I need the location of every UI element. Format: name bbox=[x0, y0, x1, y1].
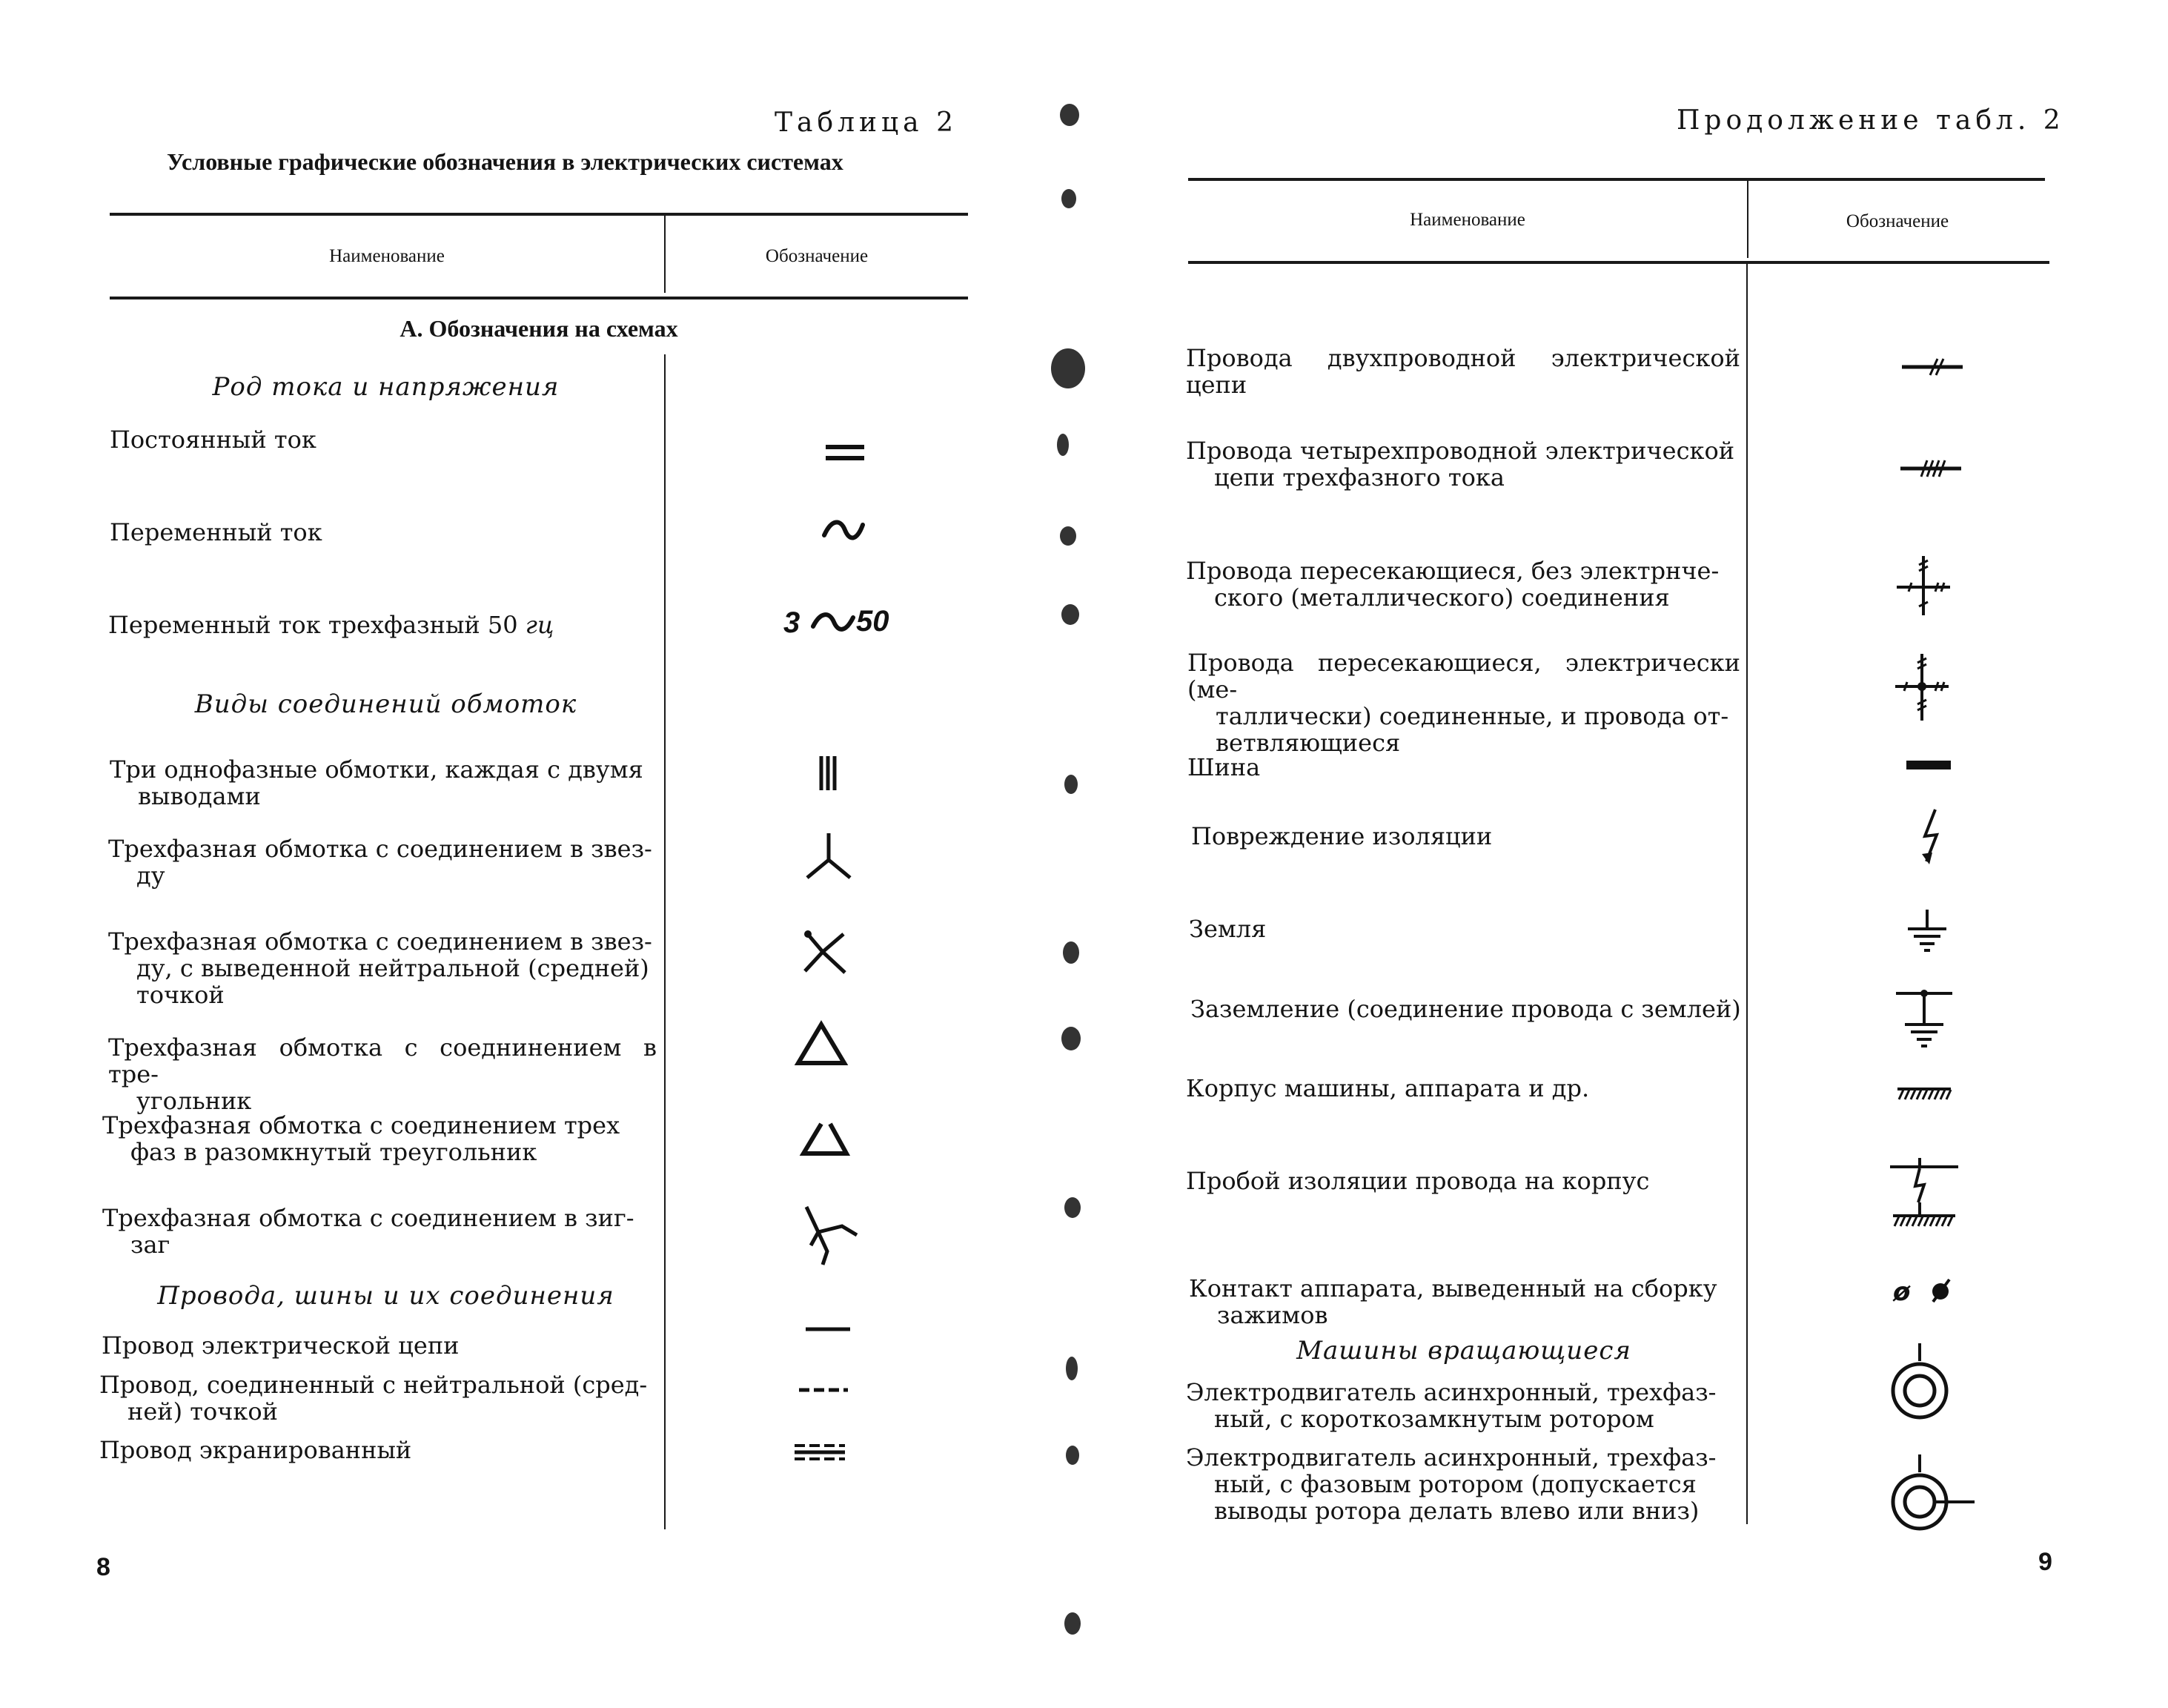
table-row bbox=[1187, 754, 1742, 781]
three-phase-ac-icon bbox=[782, 603, 893, 640]
table-row bbox=[102, 1112, 651, 1165]
shielded-wire-icon bbox=[793, 1442, 846, 1463]
breakdown-to-chassis-icon bbox=[1889, 1156, 1960, 1231]
gutter-speck bbox=[1066, 1446, 1079, 1465]
header-divider bbox=[664, 215, 666, 293]
row-label: Провода пересекающиеся, без электрнче- bbox=[1186, 557, 1720, 585]
table-row bbox=[108, 612, 657, 638]
row-label: Повреждение изоляции bbox=[1191, 822, 1493, 850]
header-divider bbox=[1747, 180, 1748, 258]
insulation-damage-icon bbox=[1916, 807, 1946, 866]
row-label-cont: выводами bbox=[138, 782, 261, 810]
row-label: Провод электрической цепи bbox=[102, 1331, 460, 1360]
table-row bbox=[1186, 345, 1740, 398]
row-label: Электродвигатель асинхронный, трехфаз- bbox=[1186, 1378, 1717, 1406]
chassis-icon bbox=[1894, 1086, 1954, 1102]
row-label: Три однофазные обмотки, каждая с двумя bbox=[110, 755, 643, 784]
table-row bbox=[102, 1332, 650, 1359]
table-label: Таблица 2 bbox=[775, 107, 958, 138]
subsection-current: Род тока и напряжения bbox=[212, 372, 560, 402]
neutral-wire-icon bbox=[798, 1386, 849, 1394]
table-row bbox=[110, 756, 658, 810]
table-row bbox=[110, 519, 658, 546]
table-row bbox=[1187, 649, 1740, 756]
row-label: Контакт аппарата, выведенный на сборку bbox=[1189, 1274, 1717, 1302]
connected-wires-icon bbox=[1892, 652, 1952, 722]
table-row bbox=[1190, 996, 1745, 1022]
four-wire-icon bbox=[1897, 457, 1964, 480]
gutter-speck bbox=[1051, 348, 1085, 388]
row-label: Провод, соединенный с нейтральной (сред- bbox=[99, 1371, 648, 1399]
table-row bbox=[1186, 437, 1740, 491]
earth-icon bbox=[1905, 908, 1949, 954]
header-top-rule bbox=[110, 213, 968, 216]
table-caption: Условные графические обозначения в электрических системах bbox=[167, 148, 843, 175]
gutter-speck bbox=[1060, 526, 1076, 546]
row-label-cont: зажимов bbox=[1217, 1301, 1328, 1329]
gutter-speck bbox=[1066, 1357, 1078, 1380]
gutter-speck bbox=[1063, 941, 1079, 964]
open-delta-icon bbox=[800, 1119, 849, 1158]
column-divider bbox=[664, 354, 666, 1529]
wound-rotor-motor-icon bbox=[1889, 1453, 1980, 1535]
subsection-machines: Машины вращающиеся bbox=[1296, 1336, 1631, 1366]
terminal-contact-icon bbox=[1892, 1274, 1958, 1306]
row-label-cont: ный, с короткозамкнутым ротором bbox=[1214, 1405, 1654, 1433]
gutter-speck bbox=[1061, 604, 1079, 625]
gutter-speck bbox=[1061, 1027, 1081, 1050]
three-phase-count: 3 bbox=[783, 606, 800, 639]
row-label: Переменный ток bbox=[110, 518, 322, 546]
row-label-cont: ней) точкой bbox=[127, 1397, 278, 1426]
dc-icon bbox=[824, 443, 866, 463]
table-row bbox=[1186, 1379, 1740, 1432]
row-label: Пробой изоляции провода на корпус bbox=[1186, 1167, 1650, 1195]
row-label-cont: цепи трехфазного тока bbox=[1214, 463, 1505, 491]
table-row bbox=[1186, 1168, 1740, 1194]
row-label-cont: ный, с фазовым ротором (допускается bbox=[1214, 1470, 1697, 1498]
ac-icon bbox=[821, 517, 866, 543]
row-label-cont: ду bbox=[136, 861, 165, 890]
table-row bbox=[110, 426, 658, 453]
gutter-speck bbox=[1061, 189, 1076, 208]
subsection-wires: Провода, шины и их соединения bbox=[157, 1281, 614, 1311]
table-row bbox=[108, 1034, 657, 1114]
wire-icon bbox=[804, 1325, 852, 1333]
row-label: Трехфазная обмотка с соединением в звез- bbox=[108, 927, 652, 956]
table-row bbox=[1189, 916, 1743, 942]
page-number: 9 bbox=[2038, 1548, 2052, 1576]
row-label: Электродвигатель асинхронный, трехфаз- bbox=[1186, 1443, 1717, 1472]
row-label: Шина bbox=[1187, 753, 1261, 781]
row-label: Корпус машины, аппарата и др. bbox=[1186, 1074, 1590, 1102]
star-neutral-icon bbox=[800, 927, 852, 979]
three-single-phase-icon bbox=[817, 755, 841, 792]
column-header-symbol: Обозначение bbox=[1846, 211, 1949, 231]
squirrel-cage-motor-icon bbox=[1889, 1342, 1951, 1423]
header-top-rule bbox=[1188, 178, 2045, 181]
row-unit: гц bbox=[525, 611, 554, 639]
zigzag-icon bbox=[802, 1201, 861, 1268]
three-phase-frequency: 50 bbox=[856, 605, 889, 638]
column-divider bbox=[1746, 264, 1748, 1524]
row-label: Провода четырехпроводной электрической bbox=[1186, 437, 1735, 465]
subsection-windings: Виды соединений обмоток bbox=[194, 689, 577, 719]
table-row bbox=[99, 1371, 648, 1425]
gutter-speck bbox=[1064, 1197, 1081, 1218]
row-label: Трехфазная обмотка с соединением в звез- bbox=[108, 835, 652, 863]
row-label-cont: фаз в разомкнутый треугольник bbox=[130, 1138, 537, 1166]
column-header-name: Наименование bbox=[1410, 210, 1525, 230]
gutter-speck bbox=[1057, 434, 1069, 456]
busbar-icon bbox=[1905, 759, 1952, 771]
column-header-name: Наименование bbox=[329, 246, 445, 266]
row-label: Земля bbox=[1189, 915, 1267, 943]
row-label: Трехфазная обмотка с соединением трех bbox=[102, 1111, 620, 1139]
section-title: А. Обозначения на схемах bbox=[400, 315, 678, 342]
header-bottom-rule bbox=[110, 297, 968, 299]
row-label: Провода пересекающиеся, электрически (ме- bbox=[1187, 649, 1740, 704]
table-row bbox=[99, 1437, 648, 1463]
table-row bbox=[108, 928, 657, 1008]
table-row bbox=[102, 1205, 651, 1258]
row-label: Трехфазная обмотка с соеднинением в тре- bbox=[108, 1033, 657, 1088]
row-label-cont: ду, с выведенной нейтральной (средней) bbox=[136, 954, 649, 982]
row-label: Заземление (соединение провода с землей) bbox=[1190, 995, 1741, 1023]
row-label: Провода двухпроводной электрической цепи bbox=[1186, 344, 1740, 399]
row-label-cont: заг bbox=[130, 1231, 170, 1259]
gutter-speck bbox=[1060, 104, 1079, 126]
crossing-wires-icon bbox=[1894, 555, 1953, 617]
table-label: Продолжение табл. 2 bbox=[1677, 105, 2065, 136]
delta-icon bbox=[795, 1022, 847, 1066]
page-number: 8 bbox=[96, 1553, 110, 1581]
table-row bbox=[1189, 1275, 1742, 1328]
two-wire-icon bbox=[1899, 354, 1966, 377]
terminal-contact-mark: ø bbox=[1893, 1277, 1911, 1307]
table-row bbox=[1186, 1075, 1740, 1102]
table-row bbox=[108, 835, 657, 889]
row-label-cont: таллически) соединенные, и провода от- bbox=[1216, 702, 1729, 730]
row-label: Постоянный ток bbox=[110, 426, 316, 454]
row-label-cont: ветвляющиеся bbox=[1216, 729, 1401, 757]
gutter-speck bbox=[1064, 775, 1078, 794]
column-header-symbol: Обозначение bbox=[765, 246, 869, 266]
row-label-cont: выводы ротора делать влево или вниз) bbox=[1214, 1497, 1700, 1525]
star-icon bbox=[803, 830, 855, 882]
row-label-cont: точкой bbox=[136, 981, 225, 1009]
grounding-icon bbox=[1894, 986, 1954, 1054]
table-row bbox=[1186, 557, 1740, 611]
row-label-cont: угольник bbox=[136, 1087, 252, 1115]
header-bottom-rule bbox=[1188, 261, 2049, 264]
row-label: Переменный ток трехфазный 50 bbox=[108, 611, 526, 639]
table-row bbox=[1186, 1444, 1740, 1524]
row-label: Трехфазная обмотка с соединением в зиг- bbox=[102, 1204, 634, 1232]
table-row bbox=[1191, 823, 1746, 850]
row-label: Провод экранированный bbox=[99, 1436, 412, 1464]
row-label-cont: ского (металлического) соединения bbox=[1214, 583, 1670, 612]
gutter-speck bbox=[1064, 1612, 1081, 1635]
